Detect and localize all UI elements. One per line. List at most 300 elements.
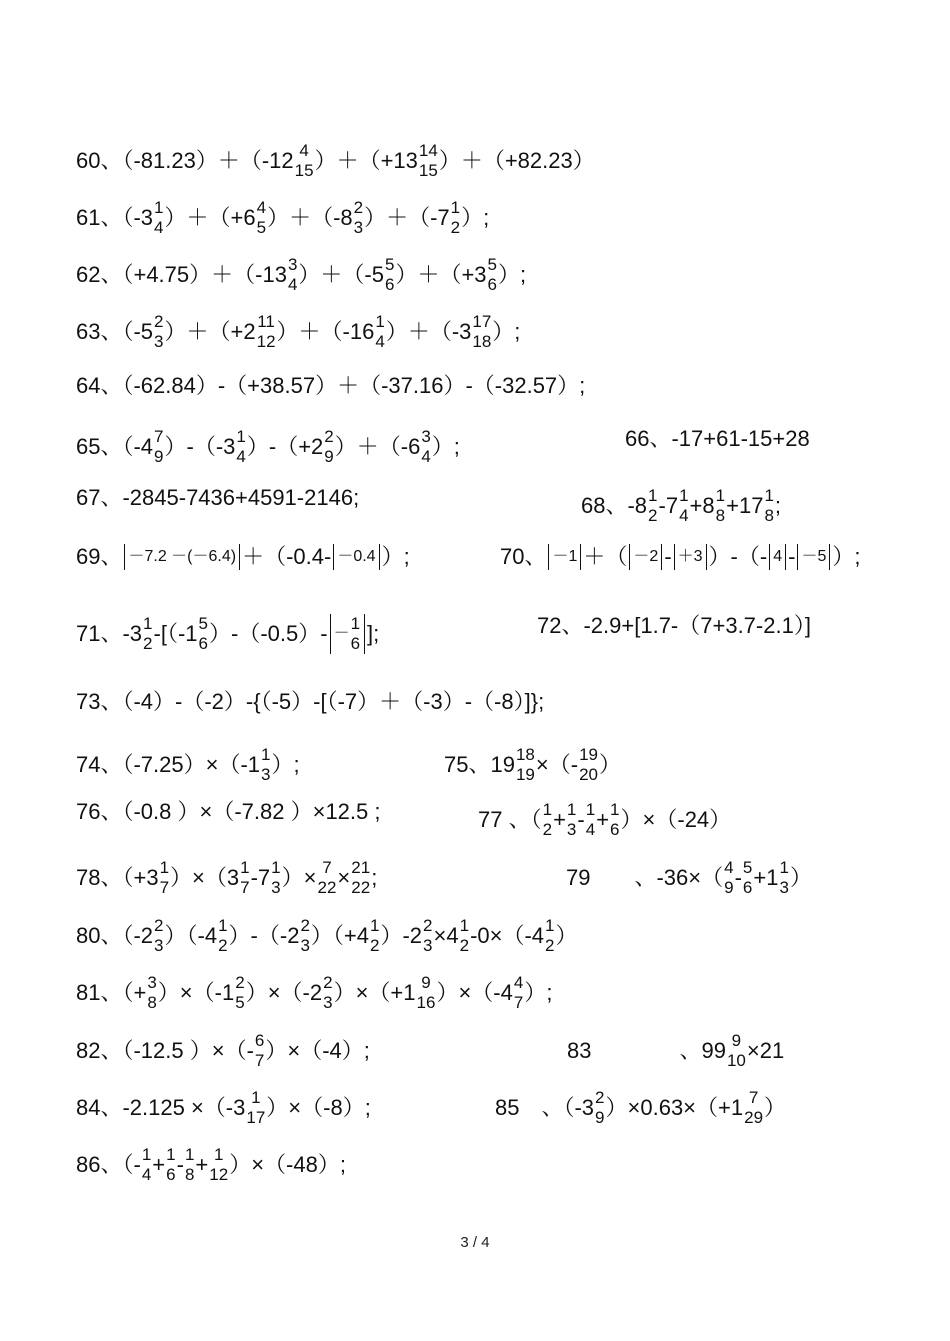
fraction-denominator: 4 — [236, 447, 246, 466]
problem-69 — [76, 544, 410, 570]
fraction-denominator: 6 — [742, 878, 753, 897]
fraction-numerator: 7 — [322, 858, 332, 877]
problem-62 — [76, 255, 526, 295]
fraction-numerator: 18 — [515, 745, 535, 764]
expression-text: -[（-1 — [153, 621, 198, 646]
fraction — [142, 1145, 151, 1185]
expression-text: ）＋（+13 — [314, 148, 418, 173]
fraction-numerator: 1 — [350, 614, 361, 633]
fraction-denominator: 6 — [384, 275, 395, 294]
fraction — [257, 312, 276, 352]
fraction-numerator: 11 — [257, 312, 275, 331]
fraction-numerator: 1 — [542, 800, 553, 819]
fraction-numerator: 9 — [421, 973, 431, 992]
fraction-numerator: 2 — [323, 973, 333, 992]
fraction — [261, 745, 270, 785]
expression-text: ）×0.63×（+1 — [605, 1095, 744, 1120]
fraction-numerator: 1 — [459, 916, 470, 935]
fraction-denominator: 4 — [287, 275, 298, 294]
fraction-denominator: 15 — [418, 161, 438, 180]
expression-text: 63、（-5 — [76, 319, 154, 344]
fraction-denominator: 17 — [246, 1108, 266, 1127]
expression-text: ）; — [524, 980, 553, 1005]
fraction-numerator: 21 — [351, 858, 371, 877]
expression-text: ]; — [367, 621, 380, 646]
fraction — [154, 312, 163, 352]
fraction-denominator: 9 — [324, 447, 334, 466]
problem-81 — [76, 973, 552, 1013]
expression-text: ）＋（-7 — [364, 205, 450, 230]
fraction-numerator: 1 — [610, 800, 620, 819]
fraction — [595, 1088, 604, 1128]
absolute-value: －2 — [629, 544, 662, 570]
fraction — [295, 141, 314, 181]
fraction-numerator: 2 — [423, 916, 433, 935]
expression-text: ×（- — [535, 752, 579, 777]
expression-text: ）× — [281, 865, 317, 890]
fraction-denominator: 5 — [235, 993, 245, 1012]
expression-text: 71、-3 — [76, 621, 143, 646]
fraction — [514, 973, 523, 1013]
fraction — [236, 427, 245, 467]
fraction-numerator: 1 — [166, 1145, 176, 1164]
expression-text: 86、（- — [76, 1152, 141, 1177]
fraction — [488, 255, 497, 295]
fraction — [460, 916, 469, 956]
fraction — [648, 486, 657, 526]
fraction-denominator: 3 — [353, 218, 364, 237]
fraction-numerator: 1 — [141, 1145, 152, 1164]
fraction — [354, 198, 363, 238]
expression-text: ）-2 — [380, 923, 423, 948]
expression-text: ）＋（-6 — [334, 434, 421, 459]
expression-text: ）-（- — [708, 544, 768, 569]
expression-text: ）; — [498, 262, 527, 287]
fraction-denominator: 7 — [159, 878, 170, 897]
fraction-denominator: 7 — [240, 878, 250, 897]
expression-text: ; — [371, 865, 378, 890]
expression-text: 62、（+4.75）＋（-13 — [76, 262, 287, 287]
fraction-numerator: 1 — [154, 198, 164, 217]
absolute-value: －0.4 — [333, 544, 379, 570]
expression-text: + — [195, 1152, 209, 1177]
expression-text: ）（+4 — [310, 923, 369, 948]
fraction-denominator: 2 — [459, 936, 470, 955]
fraction-denominator: 19 — [515, 765, 535, 784]
fraction — [199, 614, 208, 654]
expression-text: ）×（-1 — [157, 980, 235, 1005]
expression-text: -7 — [250, 865, 271, 890]
fraction-numerator: 1 — [764, 486, 774, 505]
fraction-numerator: 5 — [198, 614, 208, 633]
expression-text: ）-（-3 — [164, 434, 236, 459]
fraction-denominator: 3 — [261, 765, 271, 784]
fraction-numerator: 1 — [779, 858, 789, 877]
fraction — [218, 916, 227, 956]
expression-text: 66、-17+61-15+28 — [625, 426, 810, 452]
expression-text: ）×（-48）; — [229, 1152, 346, 1177]
expression-text: ）×（-8）; — [266, 1095, 371, 1120]
fraction — [586, 800, 595, 840]
fraction — [351, 858, 370, 898]
expression-text: -0×（-4 — [470, 923, 545, 948]
fraction — [255, 1031, 264, 1071]
expression-text: - — [788, 544, 796, 569]
fraction — [724, 858, 733, 898]
absolute-value: ＋3 — [674, 544, 707, 570]
problem-84 — [76, 1088, 371, 1128]
fraction-numerator: 14 — [418, 141, 438, 160]
expression-text: ）; — [492, 319, 521, 344]
fraction-numerator: 7 — [748, 1088, 759, 1107]
fraction-denominator: 9 — [154, 447, 164, 466]
fraction-denominator: 12 — [209, 1165, 229, 1184]
fraction — [300, 916, 309, 956]
fraction-numerator: 1 — [375, 312, 385, 331]
expression-text: ） — [555, 923, 578, 948]
expression-text: + — [152, 1152, 166, 1177]
problem-72 — [537, 614, 811, 637]
fraction-denominator: 8 — [764, 506, 774, 525]
fraction — [288, 255, 297, 295]
fraction-denominator: 2 — [648, 506, 658, 525]
expression-text: ）＋（-16 — [276, 319, 375, 344]
expression-text: ）; — [381, 544, 410, 569]
problem-65 — [76, 427, 460, 467]
fraction-numerator: 1 — [143, 614, 153, 633]
problem-66 — [625, 427, 810, 450]
expression-text: 85 、（-3 — [495, 1095, 595, 1120]
fraction — [240, 858, 249, 898]
fraction — [166, 1145, 175, 1185]
fraction-denominator: 3 — [271, 878, 281, 897]
expression-text: +17 — [726, 493, 764, 518]
fraction-denominator: 3 — [154, 936, 164, 955]
fraction-denominator: 2 — [218, 936, 228, 955]
expression-text: ）×（-2 — [245, 980, 323, 1005]
expression-text: ）-（-0.5）- — [209, 621, 328, 646]
expression-text: ） — [598, 752, 621, 777]
fraction-numerator: 1 — [240, 858, 250, 877]
expression-text: 64、（-62.84）-（+38.57）＋（-37.16）-（-32.57）; — [76, 373, 586, 399]
expression-text: 67、-2845-7436+4591-2146; — [76, 485, 360, 511]
fraction-denominator: 15 — [294, 161, 314, 180]
fraction — [579, 745, 598, 785]
expression-text: 65、（-4 — [76, 434, 154, 459]
fraction-numerator: 1 — [271, 858, 281, 877]
problem-70 — [500, 544, 860, 570]
fraction — [209, 1145, 228, 1185]
expression-text: - — [734, 865, 742, 890]
problem-79 — [566, 858, 812, 898]
expression-text: ; — [774, 493, 782, 518]
fraction-denominator: 7 — [513, 993, 524, 1012]
expression-text: 77 、（ — [478, 807, 542, 832]
fraction-denominator: 2 — [143, 634, 153, 653]
fraction — [451, 198, 460, 238]
fraction-numerator: 1 — [679, 486, 689, 505]
expression-text: 72、-2.9+[1.7-（7+3.7-2.1）] — [537, 613, 811, 639]
expression-text: +1 — [753, 865, 779, 890]
problem-77 — [478, 800, 731, 840]
expression-text: ）; — [431, 434, 460, 459]
fraction-denominator: 6 — [350, 634, 361, 653]
fraction — [160, 858, 169, 898]
expression-text: 76、（-0.8 ）×（-7.82 ）×12.5 ; — [76, 799, 381, 825]
expression-text: 83 、99 — [567, 1038, 726, 1063]
fraction — [257, 198, 266, 238]
expression-text: 61、（-3 — [76, 205, 154, 230]
fraction-numerator: 1 — [236, 427, 246, 446]
fraction-numerator: 2 — [300, 916, 310, 935]
fraction — [417, 973, 436, 1013]
fraction — [421, 427, 430, 467]
absolute-value — [330, 614, 365, 654]
problem-82 — [76, 1031, 370, 1071]
fraction-denominator: 20 — [579, 765, 598, 784]
absolute-value: 4 — [769, 544, 786, 570]
fraction-denominator: 12 — [256, 332, 276, 351]
fraction — [779, 858, 788, 898]
fraction-denominator: 6 — [198, 634, 208, 653]
fraction-numerator: 3 — [421, 427, 431, 446]
expression-text: ）-（-2 — [228, 923, 300, 948]
fraction — [543, 800, 552, 840]
fraction-denominator: 7 — [254, 1051, 265, 1070]
expression-text: ）×（3 — [170, 865, 240, 890]
fraction — [351, 614, 360, 654]
fraction — [516, 745, 535, 785]
problem-73 — [76, 690, 544, 713]
problem-75 — [444, 745, 621, 785]
expression-text: + — [596, 807, 610, 832]
fraction-numerator: 1 — [213, 1145, 224, 1164]
page-number: 3 / 4 — [460, 1234, 490, 1251]
fraction — [185, 1145, 194, 1185]
fraction-denominator: 2 — [370, 936, 380, 955]
fraction — [370, 916, 379, 956]
fraction — [385, 255, 394, 295]
expression-text: 84、-2.125 ×（-3 — [76, 1095, 246, 1120]
expression-text: +8 — [689, 493, 715, 518]
fraction — [271, 858, 280, 898]
fraction — [679, 486, 688, 526]
fraction-numerator: 17 — [472, 312, 492, 331]
fraction-denominator: 3 — [323, 993, 333, 1012]
fraction-numerator: 2 — [154, 916, 164, 935]
fraction-numerator: 1 — [218, 916, 228, 935]
expression-text: 81、（+ — [76, 980, 147, 1005]
fraction-numerator: 3 — [287, 255, 298, 274]
fraction-numerator: 1 — [585, 800, 596, 819]
minus-sign: － — [333, 625, 350, 642]
expression-text: 74、（-7.25）×（-1 — [76, 752, 261, 777]
fraction-numerator: 4 — [299, 141, 309, 160]
expression-text: ×21 — [746, 1038, 785, 1063]
fraction — [744, 1088, 763, 1128]
fraction-denominator: 3 — [423, 936, 433, 955]
expression-text: ）＋（+82.23） — [438, 148, 595, 173]
fraction-denominator: 2 — [450, 218, 461, 237]
fraction-numerator: 7 — [154, 427, 164, 446]
problem-83 — [567, 1031, 784, 1071]
fraction-denominator: 4 — [679, 506, 689, 525]
fraction-denominator: 10 — [726, 1051, 746, 1070]
fraction-denominator: 8 — [184, 1165, 195, 1184]
fraction-denominator: 9 — [724, 878, 734, 897]
expression-text: + — [553, 807, 566, 832]
fraction — [472, 312, 491, 352]
problem-71 — [76, 614, 379, 654]
fraction-numerator: 2 — [595, 1088, 605, 1107]
fraction-denominator: 4 — [585, 820, 596, 839]
problem-85 — [495, 1088, 786, 1128]
expression-text: ）＋（+2 — [164, 319, 256, 344]
fraction-numerator: 3 — [147, 973, 157, 992]
fraction-denominator: 4 — [154, 218, 164, 237]
expression-text: -7 — [658, 493, 679, 518]
fraction-numerator: 2 — [154, 312, 164, 331]
fraction-numerator: 5 — [384, 255, 395, 274]
problem-64 — [76, 374, 585, 397]
absolute-value: －7.2 －(－6.4) — [124, 544, 240, 570]
fraction-numerator: 6 — [254, 1031, 265, 1050]
expression-text: 78、（+3 — [76, 865, 159, 890]
fraction-denominator: 22 — [317, 878, 337, 897]
expression-text: 68、-8 — [581, 493, 648, 518]
fraction-denominator: 3 — [566, 820, 577, 839]
fraction-numerator: 1 — [648, 486, 658, 505]
fraction-denominator: 2 — [542, 820, 553, 839]
problem-61 — [76, 198, 489, 238]
fraction-denominator: 9 — [595, 1108, 605, 1127]
problem-63 — [76, 312, 520, 352]
fraction — [419, 141, 438, 181]
fraction — [567, 800, 576, 840]
expression-text: ）（-4 — [164, 923, 218, 948]
expression-text: 60、（-81.23）＋（-12 — [76, 148, 294, 173]
fraction — [154, 427, 163, 467]
fraction-numerator: 2 — [235, 973, 245, 992]
expression-text: ）＋（-5 — [298, 262, 384, 287]
fraction — [323, 973, 332, 1013]
fraction-numerator: 2 — [324, 427, 334, 446]
problem-86 — [76, 1145, 346, 1185]
fraction — [317, 858, 336, 898]
expression-text: 69、 — [76, 544, 123, 569]
expression-text: ）×（-4）; — [265, 1038, 370, 1063]
problem-76 — [76, 800, 381, 823]
expression-text: ＋（-0.4- — [242, 544, 332, 569]
problem-78 — [76, 858, 377, 898]
fraction — [375, 312, 384, 352]
expression-text: × — [337, 865, 351, 890]
fraction-denominator: 18 — [472, 332, 492, 351]
fraction — [727, 1031, 746, 1071]
expression-text: ＋（ — [583, 544, 628, 569]
problem-67 — [76, 486, 359, 509]
fraction-denominator: 8 — [147, 993, 157, 1012]
fraction — [324, 427, 333, 467]
fraction-numerator: 19 — [579, 745, 598, 764]
fraction — [764, 486, 773, 526]
fraction — [154, 916, 163, 956]
absolute-value: －5 — [797, 544, 830, 570]
fraction — [143, 614, 152, 654]
expression-text: ）-（+2 — [246, 434, 324, 459]
expression-text: ）＋（-8 — [267, 205, 353, 230]
fraction-numerator: 1 — [159, 858, 170, 877]
expression-text: 70、 — [500, 544, 547, 569]
fraction — [147, 973, 156, 1013]
expression-text: ）×（+1 — [333, 980, 416, 1005]
expression-text: ）×（-24） — [620, 807, 732, 832]
fraction-denominator: 22 — [351, 878, 371, 897]
fraction — [246, 1088, 265, 1128]
problem-80 — [76, 916, 578, 956]
fraction — [545, 916, 554, 956]
fraction-numerator: 5 — [487, 255, 497, 274]
fraction-numerator: 4 — [513, 973, 524, 992]
fraction-denominator: 4 — [375, 332, 385, 351]
fraction-numerator: 1 — [184, 1145, 195, 1164]
fraction-denominator: 29 — [744, 1108, 764, 1127]
problem-60 — [76, 141, 595, 181]
fraction-numerator: 1 — [251, 1088, 261, 1107]
expression-text: ） — [764, 1095, 787, 1120]
expression-text: 75、19 — [444, 752, 515, 777]
fraction-numerator: 1 — [566, 800, 577, 819]
fraction-numerator: 1 — [450, 198, 461, 217]
fraction-numerator: 2 — [353, 198, 364, 217]
expression-text: ）＋（+6 — [164, 205, 256, 230]
expression-text: 73、（-4）-（-2）-{（-5）-[（-7）＋（-3）-（-8）]}; — [76, 689, 545, 715]
fraction-numerator: 4 — [256, 198, 267, 217]
expression-text: 79 、-36×（ — [566, 865, 724, 890]
expression-text: ×4 — [433, 923, 459, 948]
fraction-denominator: 6 — [610, 820, 620, 839]
fraction — [235, 973, 244, 1013]
fraction-denominator: 5 — [256, 218, 267, 237]
fraction — [716, 486, 725, 526]
fraction-denominator: 4 — [141, 1165, 152, 1184]
expression-text: - — [176, 1152, 184, 1177]
fraction-denominator: 8 — [715, 506, 726, 525]
problem-68 — [581, 486, 781, 526]
fraction-numerator: 1 — [261, 745, 271, 764]
expression-text: ）×（-4 — [436, 980, 513, 1005]
fraction — [610, 800, 619, 840]
absolute-value: －1 — [548, 544, 581, 570]
fraction-denominator: 2 — [545, 936, 555, 955]
expression-text: ） — [789, 865, 812, 890]
fraction-denominator: 3 — [300, 936, 310, 955]
fraction-denominator: 3 — [779, 878, 789, 897]
fraction-denominator: 16 — [416, 993, 436, 1012]
expression-text: ）; — [832, 544, 861, 569]
fraction — [743, 858, 752, 898]
fraction-denominator: 3 — [154, 332, 164, 351]
fraction-numerator: 4 — [724, 858, 734, 877]
fraction-numerator: 1 — [370, 916, 380, 935]
expression-text: ）; — [271, 752, 300, 777]
expression-text: ）＋（+3 — [395, 262, 487, 287]
fraction-denominator: 6 — [487, 275, 497, 294]
fraction-denominator: 4 — [421, 447, 431, 466]
expression-text: ）＋（-3 — [385, 319, 472, 344]
fraction — [154, 198, 163, 238]
fraction — [423, 916, 432, 956]
